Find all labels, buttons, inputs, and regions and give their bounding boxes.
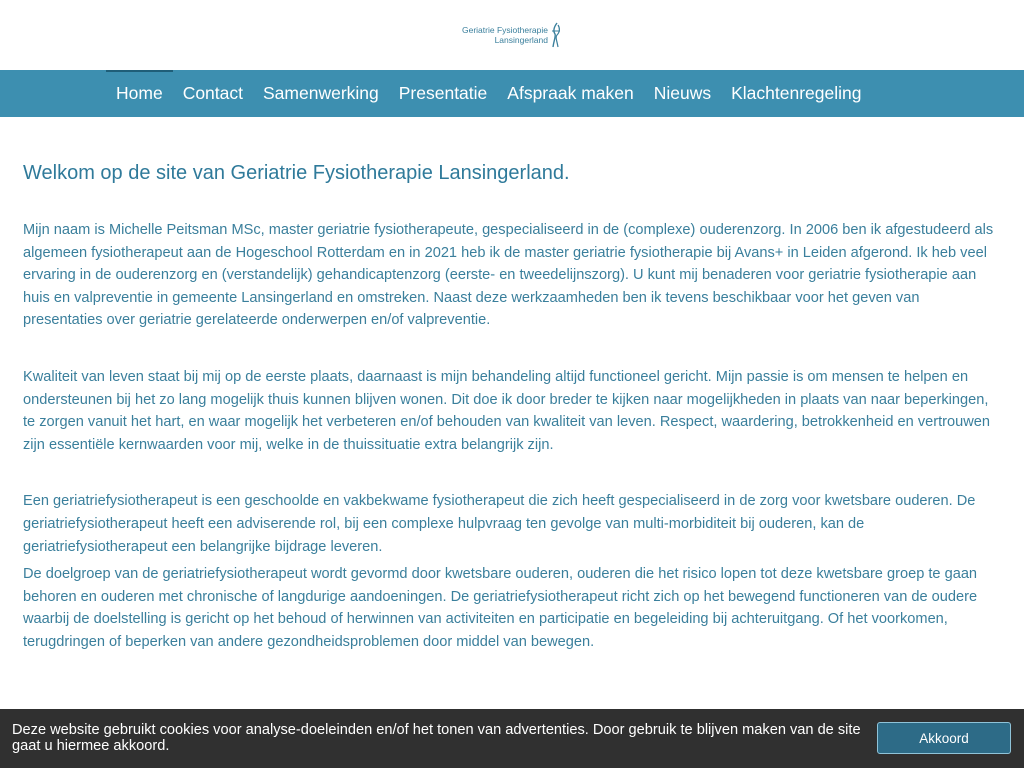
definition-paragraph: Een geriatriefysiotherapeut is een geschoolde en vakbekwame fysiotherapeut die zich heeft gespecialiseerd in de zorg voor kwetsbare ouderen. De geriatriefysiotherapeut heeft een adviserende rol, bij een complexe hulpvraag ten gevolge van multi-morbiditeit bij ouderen, kan de geriatriefysiotherapeut een belangrijke bijdrage leveren. — [23, 493, 976, 555]
physio-figure-icon — [550, 22, 562, 48]
logo-line2: Lansingerland — [494, 35, 548, 45]
quality-paragraph: Kwaliteit van leven staat bij mij op de eerste plaats, daarnaast is mijn behandeling altijd functioneel gericht. Mijn passie is om mensen te helpen en ondersteunen bij het zo lang mogelijk thuis kunnen blijven wonen. Dit doe ik door breder te kijken naar mogelijkheden in plaats van naar beperkingen, te zorgen vanuit het hart, en waar mogelijk het verbeteren en/of behouden van kwaliteit van leven. Respect, waardering, betrokkenheid en vertrouwen zijn essentiële kernwaarden voor mij, welke in de thuissituatie extra belangrijk zijn. — [23, 368, 991, 453]
target-group-paragraph: De doelgroep van de geriatriefysiotherapeut wordt gevormd door kwetsbare ouderen, ouderen die het risico lopen tot deze kwetsbare groep te gaan behoren en ouderen met chronische of langdurige aandoeningen. De geriatriefysiotherapeut richt zich op het bewegend functioneren van de oudere waarbij de doelstelling is gericht op het behoud of herwinnen van activiteiten en participatie en begeleiding bij achteruitgang. Of het voorkomen, terugdringen of beperken van andere gezondheidsproblemen door middel van bewegen. — [23, 566, 978, 650]
logo-line1: Geriatrie Fysiotherapie — [462, 25, 548, 35]
logo-text — [462, 25, 548, 45]
nav-item-afspraak-maken[interactable]: Afspraak maken — [507, 83, 634, 103]
nav-item-samenwerking[interactable]: Samenwerking — [263, 83, 379, 103]
site-logo[interactable] — [462, 22, 564, 48]
nav-item-presentatie[interactable]: Presentatie — [398, 83, 488, 103]
intro-paragraph: Mijn naam is Michelle Peitsman MSc, master geriatrie fysiotherapeute, gespecialiseerd in de (complexe) ouderenzorg. In 2006 ben ik afgestudeerd als algemeen fysiotherapeut aan de Hogeschool Rotterdam en in 2021 heb ik de master geriatrie fysiotherapie bij Avans+ in Leiden afgerond. Ik heb veel ervaring in de ouderenzorg en (verstandelijk) gehandicaptenzorg (eerste- en tweedelijnszorg). U kunt mij benaderen voor geriatrie fysiotherapie aan huis en valpreventie in gemeente Lansingerland en omstreken. Naast deze werkzaamheden ben ik tevens beschikbaar voor het geven van presentaties over geriatrie gerelateerde onderwerpen en/of valpreventie. — [23, 222, 994, 329]
cookie-bar — [0, 709, 1024, 768]
main-content — [0, 159, 1024, 654]
nav-item-contact[interactable]: Contact — [182, 83, 243, 103]
cookie-accept-button[interactable]: Akkoord — [877, 722, 1011, 754]
nav-item-nieuws[interactable]: Nieuws — [653, 83, 712, 103]
site-header — [0, 0, 1024, 70]
main-navigation — [0, 70, 1024, 117]
nav-list — [106, 70, 872, 117]
cookie-message: Deze website gebruikt cookies voor analyse-doeleinden en/of het tonen van advertenties. Door gebruik te blijven maken van de site gaat u hiermee akkoord. — [12, 722, 861, 754]
page-title: Welkom op de site van Geriatrie Fysiotherapie Lansingerland. — [23, 162, 570, 184]
nav-item-home[interactable]: Home — [106, 70, 173, 117]
nav-item-klachtenregeling[interactable]: Klachtenregeling — [731, 83, 862, 103]
